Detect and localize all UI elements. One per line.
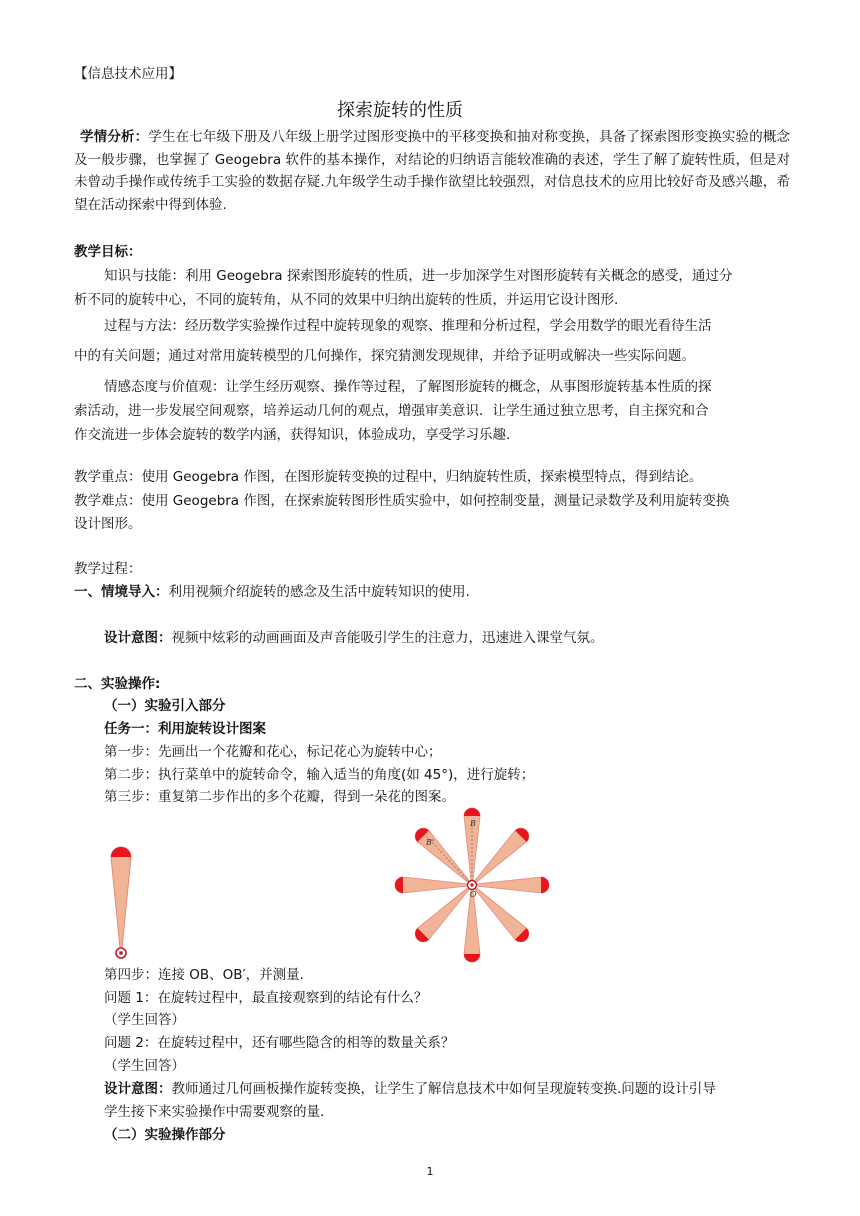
answer-placeholder-1: （学生回答） [104, 1012, 185, 1028]
flower-petal [473, 877, 549, 893]
flower-center-dot [470, 883, 473, 886]
design-intent-2-line2: 学生接下来实验操作中需要观察的量. [104, 1104, 325, 1120]
step-one: 第一步：先画出一个花瓣和花心，标记花心为旋转中心； [104, 744, 442, 760]
question-two: 问题 2：在旋转过程中，还有哪些隐含的相等的数量关系？ [104, 1035, 455, 1051]
goal-attitude-line3: 作交流进一步体会旋转的数学内涵，获得知识，体验成功，享受学习乐趣. [74, 427, 511, 443]
flower-figure [390, 800, 560, 970]
design-intent-2-label: 设计意图： [104, 1081, 172, 1097]
goal-process-line2: 中的有关问题；通过对常用旋转模型的几何操作，探究猜测发现规律，并给予证明或解决一些实际问题。 [74, 348, 695, 364]
section-intro-text: 利用视频介绍旋转的感念及生活中旋转知识的使用. [168, 584, 470, 600]
analysis-text: 学生在七年级下册及八年级上册学过图形变换中的平移变换和抽对称变换，具备了探索图形变换实验的概念及一般步骤，也掌握了 Geogebra 软件的基本操作，对结论的归纳语言能较准确的表述，学生了解了旋转性质，但是对未曾动手操作或传统手工实验的数据存疑.九年级学生动手操作欲望比较强烈，对信息技术的应用比较好奇及感兴趣，希望在活动探索中得到体验. [74, 129, 791, 213]
goal-knowledge-line1: 知识与技能：利用 Geogebra 探索图形旋转的性质，进一步加深学生对图形旋转有关概念的感受，通过分 [104, 268, 733, 284]
step-four: 第四步：连接 OB、OB′，并测量. [104, 967, 304, 983]
goal-attitude-line1: 情感态度与价值观：让学生经历观察、操作等过程，了解图形旋转的概念，从事图形旋转基本性质的探 [104, 379, 712, 395]
task-one: 任务一：利用旋转设计图案 [104, 721, 266, 737]
design-intent-2-text: 教师通过几何画板操作旋转变换，让学生了解信息技术中如何呈现旋转变换.问题的设计引导 [171, 1081, 716, 1097]
design-intent-1 [104, 627, 604, 649]
goal-attitude-line2: 索活动，进一步发展空间观察，培养运动几何的观点，增强审美意识．让学生通过独立思考，自主探究和合 [74, 403, 709, 419]
subsection-operation: （二）实验操作部分 [104, 1127, 226, 1143]
answer-placeholder-2: （学生回答） [104, 1058, 185, 1074]
label-o: O [470, 890, 477, 899]
design-intent-1-text: 视频中炫彩的动画画面及声音能吸引学生的注意力，迅速进入课堂气氛。 [171, 630, 604, 646]
goal-knowledge-line2: 析不同的旋转中心，不同的旋转角，从不同的效果中归纳出旋转的性质，并运用它设计图形. [74, 292, 619, 308]
difficulty-line1: 教学难点：使用 Geogebra 作图，在探索旋转图形性质实验中，如何控制变量，测量记录数学及利用旋转变换 [74, 493, 730, 509]
petal-tip [111, 847, 131, 857]
subsection-intro: （一）实验引入部分 [104, 698, 226, 714]
difficulty-line2: 设计图形。 [74, 516, 142, 532]
question-one: 问题 1：在旋转过程中，最直接观察到的结论有什么？ [104, 990, 428, 1006]
page-number: 1 [426, 1165, 434, 1178]
header-tag: 【信息技术应用】 [74, 66, 182, 82]
analysis-paragraph [74, 126, 790, 216]
label-b: B [470, 819, 476, 828]
process-heading: 教学过程： [74, 561, 142, 577]
section-experiment: 二、实验操作: [74, 676, 161, 692]
page-title: 探索旋转的性质 [337, 100, 463, 121]
petal-shape [111, 847, 131, 952]
design-intent-1-label: 设计意图： [104, 630, 172, 646]
section-intro [74, 581, 470, 603]
section-intro-label: 一、情境导入： [74, 584, 169, 600]
label-b-prime: B' [426, 838, 435, 847]
flower-petal [395, 877, 471, 893]
step-three: 第三步：重复第二步作出的多个花瓣，得到一朵花的图案。 [104, 789, 455, 805]
step-two: 第二步：执行菜单中的旋转命令，输入适当的角度(如 45°)，进行旋转； [104, 767, 535, 783]
single-petal-figure [105, 840, 137, 964]
design-intent-2-line1 [104, 1078, 716, 1100]
rotation-center-dot [119, 951, 123, 955]
goals-heading: 教学目标： [74, 244, 142, 260]
key-point: 教学重点：使用 Geogebra 作图，在图形旋转变换的过程中，归纳旋转性质，探索模型特点，得到结论。 [74, 469, 703, 485]
goal-process-line1: 过程与方法：经历数学实验操作过程中旋转现象的观察、推理和分析过程，学会用数学的眼光看待生活 [104, 318, 712, 334]
analysis-label: 学情分析： [80, 129, 149, 145]
